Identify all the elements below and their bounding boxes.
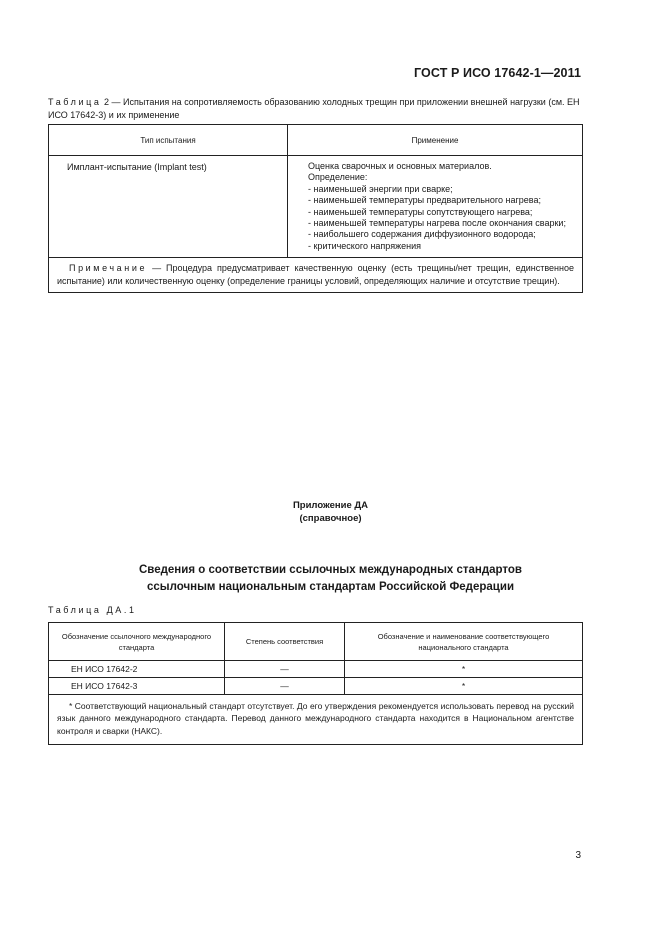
page-number: 3 xyxy=(575,850,581,861)
section-heading-line1: Сведения о соответствии ссылочных международных стандартов xyxy=(138,564,522,576)
degree: — xyxy=(225,661,345,678)
table-da1-header-national: Обозначение и наименование соответствующего национального стандарта xyxy=(345,623,583,661)
table2-row xyxy=(49,156,583,258)
application-line: - наименьшей температуры нагрева после окончания сварки; xyxy=(308,218,566,229)
table2-note-row xyxy=(49,258,583,293)
table2-caption xyxy=(48,96,583,122)
document-code: ГОСТ Р ИСО 17642-1—2011 xyxy=(414,66,581,80)
application-line: - наименьшей температуры предварительного нагрева; xyxy=(308,195,541,206)
table2-caption-label: Таблица xyxy=(48,97,102,107)
application-line: - критического напряжения xyxy=(308,240,421,251)
table2-test-type: Имплант-испытание (Implant test) xyxy=(49,156,288,258)
table-da1-footnote xyxy=(49,695,583,745)
table2-header-application: Применение xyxy=(288,125,583,156)
table-da1-header-row xyxy=(49,623,583,661)
appendix-name: Приложение ДА xyxy=(292,500,369,511)
application-line: Оценка сварочных и основных материалов. xyxy=(308,161,492,171)
table-da1-footnote-row xyxy=(49,695,583,745)
application-line: - наименьшей температуры сопутствующего нагрева; xyxy=(308,206,533,217)
table-da1-header-degree: Степень соответствия xyxy=(225,623,345,661)
table-da1 xyxy=(48,622,583,745)
table-da1-caption: Таблица ДА.1 xyxy=(48,605,137,615)
footnote-text: * Соответствующий национальный стандарт отсутствует. До его утверждения рекомендуется использовать перевод на русский язык данного международного стандарта. Перевод данного международного стандарта находится в Национальном агентстве контроля и сварки (НАКС). xyxy=(57,701,574,736)
table2-application xyxy=(288,156,583,258)
table2-header-test-type: Тип испытания xyxy=(49,125,288,156)
appendix-title xyxy=(0,499,661,525)
table-row xyxy=(49,661,583,678)
section-heading-line2: ссылочным национальным стандартам Российской Федерации xyxy=(146,581,515,593)
ref-standard: ЕН ИСО 17642-3 xyxy=(49,678,225,695)
table2-note xyxy=(49,258,583,293)
application-line: Определение: xyxy=(308,172,368,183)
table-da1-header-ref: Обозначение ссылочного международного стандарта xyxy=(49,623,225,661)
section-heading xyxy=(0,562,661,596)
degree: — xyxy=(225,678,345,695)
ref-standard: ЕН ИСО 17642-2 xyxy=(49,661,225,678)
table-row xyxy=(49,678,583,695)
note-label: Примечание xyxy=(69,263,148,274)
table2-caption-text: 2 — Испытания на сопротивляемость образованию холодных трещин при приложении внешней нагрузки (см. ЕН ИСО 17642-3) и их применение xyxy=(48,97,580,120)
application-line: - наименьшей энергии при сварке; xyxy=(308,183,453,194)
national-standard: * xyxy=(345,661,583,678)
application-line: - наибольшего содержания диффузионного водорода; xyxy=(308,229,536,240)
appendix-subtitle: (справочное) xyxy=(299,513,362,524)
table2-header-row xyxy=(49,125,583,156)
national-standard: * xyxy=(345,678,583,695)
note-text: — Процедура предусматривает качественную оценку (есть трещины/нет трещин, единственное испытание) или количественную оценку (определение границы условий, определяющих наличие и отсутствие трещин). xyxy=(57,263,574,286)
table2 xyxy=(48,124,583,293)
